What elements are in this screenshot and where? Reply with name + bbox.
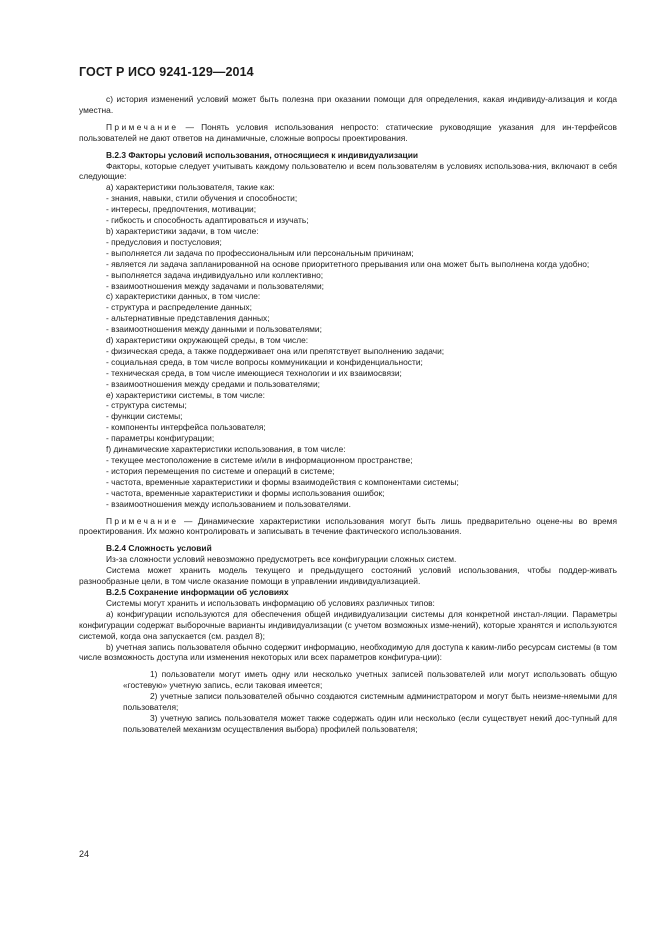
list-item: b) учетная запись пользователя обычно содержит информацию, необходимую для доступа к каким-либо ресурсам системы (в том числе возможность доступа или изменения некоторых или всех параметров конфигура-ции):: [79, 641, 617, 663]
sub-list-item: 1) пользователи могут иметь одну или несколько учетных записей пользователей или могут использовать общую «гостевую» учетную запись, если таковая имеется;: [123, 669, 617, 691]
list-item: - выполняется задача индивидуально или коллективно;: [106, 269, 324, 280]
list-item: - текущее местоположение в системе и/или в информационном пространстве;: [106, 455, 413, 465]
sub-list-item: 2) учетные записи пользователей обычно создаются системным администратором и могут быть неизме-няемыми для пользователя;: [123, 691, 617, 713]
list-item: - компоненты интерфейса пользователя;: [106, 422, 266, 433]
list-item: - параметры конфигурации;: [106, 433, 215, 444]
paragraph: Факторы, которые следует учитывать каждому пользователю и всем пользователям в условиях использова-ния, включают в себя следующие:: [79, 160, 617, 182]
list-item: - альтернативные представления данных;: [106, 313, 270, 324]
note-text: — Динамические характеристики использования могут быть лишь предварительно оцене-ны во время проектирования. Их можно контролировать и записывать в течение фактического использования.: [79, 515, 617, 537]
sub-list-item: 3) учетную запись пользователя может также содержать один или несколько (если существует некий дос-тупный для пользователей механизм осуществления выбора) профилей пользователя;: [123, 712, 617, 734]
list-item: - структура системы;: [106, 400, 187, 411]
list-item: - взаимоотношения между средами и пользователями;: [106, 378, 320, 389]
list-item: - взаимоотношения между данными и пользователями;: [106, 324, 322, 335]
note-label: Примечание: [106, 515, 179, 526]
list-item: - знания, навыки, стили обучения и способности;: [106, 193, 298, 204]
list-item: - техническая среда, в том числе имеющиеся технологии и их взаимосвязи;: [106, 367, 402, 378]
list-item: - интересы, предпочтения, мотивации;: [106, 204, 257, 215]
list-item: - выполняется ли задача по профессиональным или персональным причинам;: [106, 247, 414, 258]
section-heading: В.2.5 Сохранение информации об условиях: [106, 586, 289, 597]
list-item: f) динамические характеристики использования, в том числе:: [106, 444, 346, 455]
list-item: - функции системы;: [106, 411, 183, 422]
note-text: — Понять условия использования непросто: статические руководящие указания для ин-терфейсов пользователей не дают ответов на динамичные, сложные вопросы проектирования.: [79, 121, 617, 143]
list-item: - структура и распределение данных;: [106, 302, 252, 313]
list-item: - частота, временные характеристики и формы использования ошибок;: [106, 487, 385, 498]
paragraph: Из-за сложности условий невозможно предусмотреть все конфигурации сложных систем.: [106, 554, 457, 565]
list-item: - гибкость и способность адаптироваться и изучать;: [106, 215, 309, 226]
note-label: Примечание: [106, 121, 179, 132]
list-item: - предусловия и постусловия;: [106, 236, 222, 247]
paragraph: c) история изменений условий может быть полезна при оказании помощи для определения, какая индивиду-ализация и когда уместна.: [79, 94, 617, 115]
section-heading: В.2.4 Сложность условий: [106, 543, 212, 554]
document-header: ГОСТ Р ИСО 9241-129—2014: [79, 65, 254, 79]
list-item: d) характеристики окружающей среды, в том числе:: [106, 335, 309, 346]
list-item: - взаимоотношения между использованием и пользователями.: [106, 498, 351, 509]
list-item: - физическая среда, а также поддерживает она или препятствует выполнению задачи;: [106, 345, 445, 356]
page-number: 24: [79, 849, 90, 859]
document-body: [79, 94, 617, 735]
list-item: - история перемещения по системе и операций в системе;: [106, 465, 335, 476]
list-item: - является ли задача запланированной на основе приоритетного прерывания или она может быть выполнена когда удобно;: [106, 258, 590, 269]
list-item: - частота, временные характеристики и формы взаимодействия с компонентами системы;: [106, 476, 459, 487]
list-item: c) характеристики данных, в том числе:: [106, 291, 261, 302]
list-item: e) характеристики системы, в том числе:: [106, 389, 265, 400]
list-item: b) характеристики задачи, в том числе:: [106, 225, 259, 236]
note-paragraph: [79, 122, 617, 144]
list-item: a) конфигурации используются для обеспечения общей индивидуализации системы для конкретной инстал-ляции. Параметры конфигурации содержат выборочные варианты индивидуализации (с учетом возможных изме-нений), которые хранятся и используются системой, когда она запускается (см. раздел 8);: [79, 608, 617, 641]
list-item: a) характеристики пользователя, такие как:: [106, 182, 275, 193]
list-item: - взаимоотношения между задачами и пользователями;: [106, 280, 324, 291]
list-item: - социальная среда, в том числе вопросы коммуникации и конфиденциальности;: [106, 356, 423, 367]
paragraph: Системы могут хранить и использовать информацию об условиях различных типов:: [106, 597, 435, 608]
note-paragraph: [79, 516, 617, 538]
paragraph: Система может хранить модель текущего и предыдущего состояний условий использования, чтобы поддер-живать разнообразные цели, в том числе оказание помощи в управлении индивидуализацией.: [79, 565, 617, 587]
section-heading: В.2.3 Факторы условий использования, относящиеся к индивидуализации: [106, 149, 418, 160]
